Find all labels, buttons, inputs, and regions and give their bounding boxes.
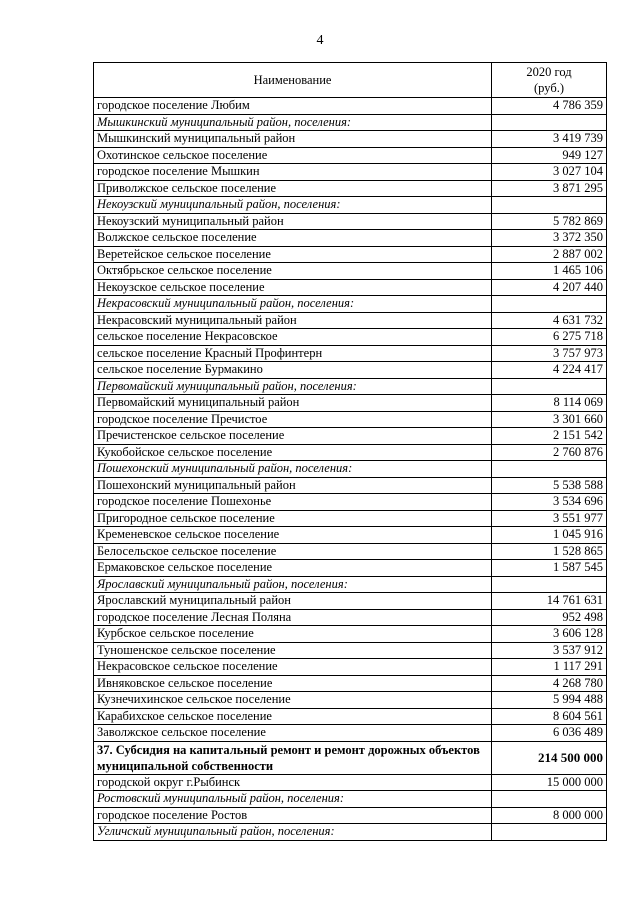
row-name: городской округ г.Рыбинск [94, 774, 492, 791]
row-name: Ермаковское сельское поселение [94, 560, 492, 577]
row-amount [492, 824, 607, 841]
table-body [94, 98, 607, 841]
row-amount: 3 419 739 [492, 131, 607, 148]
table-row [94, 560, 607, 577]
table-row [94, 131, 607, 148]
row-amount: 1 117 291 [492, 659, 607, 676]
row-amount: 1 528 865 [492, 543, 607, 560]
header-unit: (руб.) [534, 81, 564, 95]
row-name: Охотинское сельское поселение [94, 147, 492, 164]
row-name: Ярославский муниципальный район [94, 593, 492, 610]
row-name: Ростовский муниципальный район, поселения: [94, 791, 492, 808]
district-heading-row [94, 791, 607, 808]
row-amount: 5 782 869 [492, 213, 607, 230]
row-name: Заволжское сельское поселение [94, 725, 492, 742]
table-row [94, 725, 607, 742]
table-header-row [94, 63, 607, 98]
row-name: Некоузский муниципальный район, поселения: [94, 197, 492, 214]
row-amount: 4 631 732 [492, 312, 607, 329]
district-heading-row [94, 824, 607, 841]
row-amount: 3 534 696 [492, 494, 607, 511]
row-name: Кременевское сельское поселение [94, 527, 492, 544]
table-row [94, 329, 607, 346]
row-amount: 2 887 002 [492, 246, 607, 263]
row-amount: 3 871 295 [492, 180, 607, 197]
table-row [94, 609, 607, 626]
subsidy-heading-row [94, 741, 607, 774]
row-name: Пречистенское сельское поселение [94, 428, 492, 445]
row-name: Некрасовский муниципальный район, поселения: [94, 296, 492, 313]
row-name: городское поселение Пречистое [94, 411, 492, 428]
row-amount: 4 224 417 [492, 362, 607, 379]
row-name: Некоузское сельское поселение [94, 279, 492, 296]
row-name: сельское поселение Некрасовское [94, 329, 492, 346]
row-name: Карабихское сельское поселение [94, 708, 492, 725]
row-name: Угличский муниципальный район, поселения: [94, 824, 492, 841]
row-amount [492, 791, 607, 808]
row-amount [492, 197, 607, 214]
row-amount: 3 301 660 [492, 411, 607, 428]
table-row [94, 807, 607, 824]
row-name: городское поселение Ростов [94, 807, 492, 824]
district-heading-row [94, 114, 607, 131]
row-name: Туношенское сельское поселение [94, 642, 492, 659]
row-amount: 8 000 000 [492, 807, 607, 824]
table-row [94, 692, 607, 709]
row-amount [492, 461, 607, 478]
budget-table [93, 62, 607, 841]
page-number: 4 [316, 33, 324, 48]
table-row [94, 659, 607, 676]
table-row [94, 246, 607, 263]
table-row [94, 230, 607, 247]
table-row [94, 642, 607, 659]
row-amount: 2 151 542 [492, 428, 607, 445]
row-amount: 14 761 631 [492, 593, 607, 610]
row-amount: 3 551 977 [492, 510, 607, 527]
row-amount: 4 786 359 [492, 98, 607, 115]
table-row [94, 411, 607, 428]
row-amount: 3 606 128 [492, 626, 607, 643]
table-row [94, 279, 607, 296]
table-row [94, 312, 607, 329]
table-row [94, 263, 607, 280]
row-name: сельское поселение Красный Профинтерн [94, 345, 492, 362]
district-heading-row [94, 296, 607, 313]
table-row [94, 543, 607, 560]
row-name: Кузнечихинское сельское поселение [94, 692, 492, 709]
row-name: Приволжское сельское поселение [94, 180, 492, 197]
row-amount [492, 114, 607, 131]
row-name: городское поселение Мышкин [94, 164, 492, 181]
table-row [94, 180, 607, 197]
row-name: 37. Субсидия на капитальный ремонт и ремонт дорожных объектов муниципальной собственности [94, 741, 492, 774]
table-row [94, 675, 607, 692]
table-row [94, 98, 607, 115]
row-name: сельское поселение Бурмакино [94, 362, 492, 379]
district-heading-row [94, 197, 607, 214]
table-row [94, 147, 607, 164]
table-row [94, 593, 607, 610]
row-name: городское поселение Лесная Поляна [94, 609, 492, 626]
row-name: Ярославский муниципальный район, поселения: [94, 576, 492, 593]
row-amount: 6 275 718 [492, 329, 607, 346]
table-row [94, 527, 607, 544]
district-heading-row [94, 378, 607, 395]
table-row [94, 444, 607, 461]
district-heading-row [94, 576, 607, 593]
row-name: Кукобойское сельское поселение [94, 444, 492, 461]
row-amount: 4 268 780 [492, 675, 607, 692]
row-name: Некрасовское сельское поселение [94, 659, 492, 676]
row-amount: 1 045 916 [492, 527, 607, 544]
table-row [94, 626, 607, 643]
row-amount: 15 000 000 [492, 774, 607, 791]
header-year-cell [492, 63, 607, 98]
row-name: Курбское сельское поселение [94, 626, 492, 643]
row-name: Волжское сельское поселение [94, 230, 492, 247]
row-name: Белосельское сельское поселение [94, 543, 492, 560]
table-row [94, 213, 607, 230]
table-row [94, 774, 607, 791]
row-amount: 3 537 912 [492, 642, 607, 659]
row-amount: 8 604 561 [492, 708, 607, 725]
header-name: Наименование [94, 63, 492, 98]
row-name: Ивняковское сельское поселение [94, 675, 492, 692]
table-row [94, 494, 607, 511]
row-amount: 1 587 545 [492, 560, 607, 577]
table-row [94, 164, 607, 181]
row-name: Некрасовский муниципальный район [94, 312, 492, 329]
row-name: Пошехонский муниципальный район, поселения: [94, 461, 492, 478]
row-amount [492, 378, 607, 395]
table-row [94, 428, 607, 445]
row-name: Мышкинский муниципальный район, поселения: [94, 114, 492, 131]
table-row [94, 395, 607, 412]
row-amount: 5 994 488 [492, 692, 607, 709]
district-heading-row [94, 461, 607, 478]
header-year: 2020 год [526, 65, 572, 79]
row-amount: 8 114 069 [492, 395, 607, 412]
table-row [94, 362, 607, 379]
row-amount: 4 207 440 [492, 279, 607, 296]
row-name: Некоузский муниципальный район [94, 213, 492, 230]
row-name: Первомайский муниципальный район [94, 395, 492, 412]
row-amount: 952 498 [492, 609, 607, 626]
table-row [94, 477, 607, 494]
row-amount: 6 036 489 [492, 725, 607, 742]
row-amount [492, 296, 607, 313]
row-amount: 3 027 104 [492, 164, 607, 181]
row-amount: 1 465 106 [492, 263, 607, 280]
row-amount: 949 127 [492, 147, 607, 164]
table-row [94, 345, 607, 362]
row-amount: 3 372 350 [492, 230, 607, 247]
row-name: городское поселение Пошехонье [94, 494, 492, 511]
table-row [94, 510, 607, 527]
row-name: Мышкинский муниципальный район [94, 131, 492, 148]
row-amount: 214 500 000 [492, 741, 607, 774]
row-amount: 3 757 973 [492, 345, 607, 362]
row-name: Пошехонский муниципальный район [94, 477, 492, 494]
row-amount [492, 576, 607, 593]
table-row [94, 708, 607, 725]
row-name: Пригородное сельское поселение [94, 510, 492, 527]
row-name: городское поселение Любим [94, 98, 492, 115]
row-name: Октябрьское сельское поселение [94, 263, 492, 280]
row-amount: 5 538 588 [492, 477, 607, 494]
row-amount: 2 760 876 [492, 444, 607, 461]
row-name: Первомайский муниципальный район, поселения: [94, 378, 492, 395]
row-name: Веретейское сельское поселение [94, 246, 492, 263]
